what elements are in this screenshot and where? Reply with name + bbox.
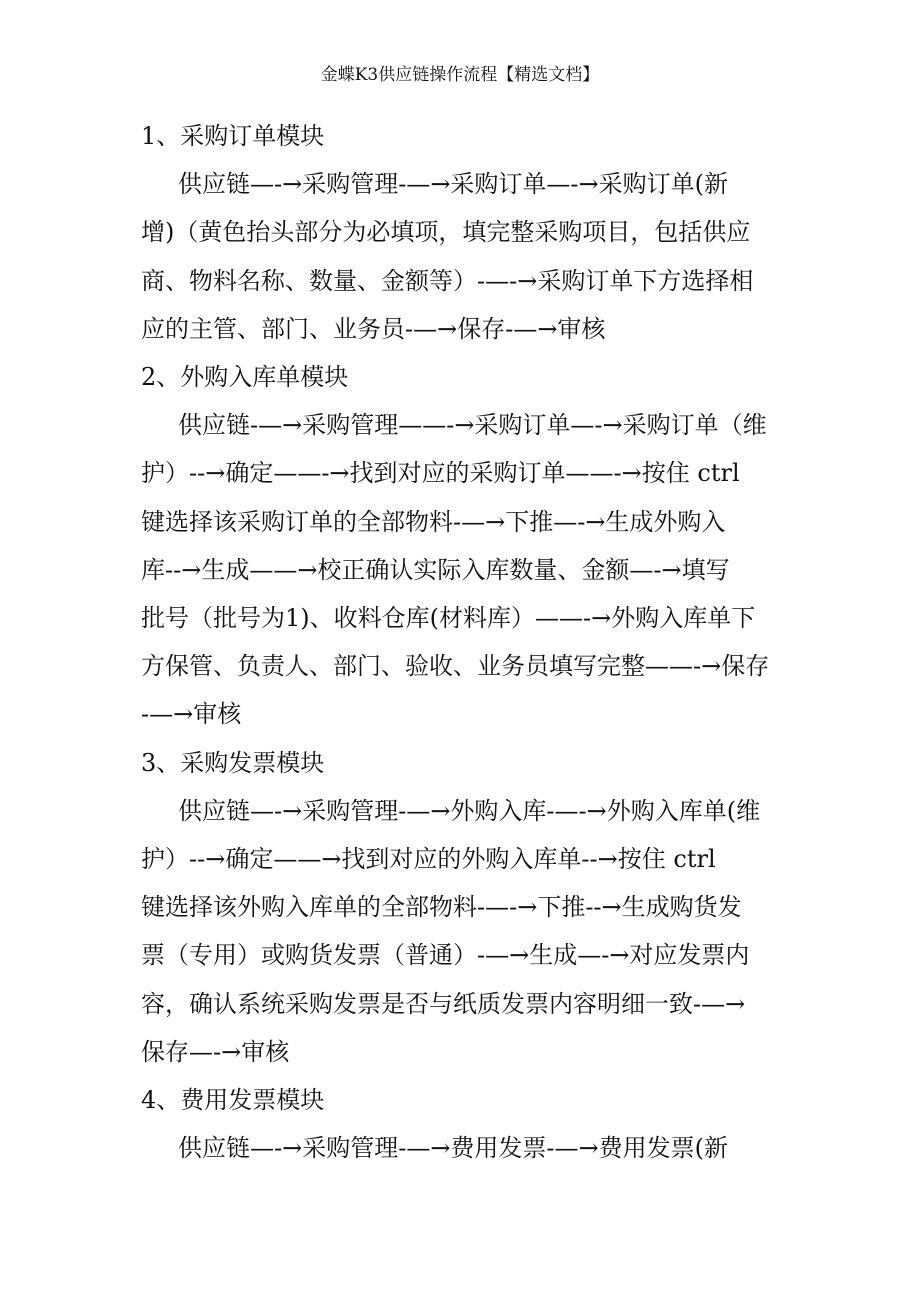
document-body <box>141 112 801 1172</box>
paragraph-line: 票（专用）或购货发票（普通）-—→生成—-→对应发票内 <box>141 941 750 970</box>
paragraph-line: 供应链-—→采购管理——-→采购订单—-→采购订单（维 <box>178 411 767 440</box>
paragraph-line: 键选择该外购入库单的全部物料-—-→下推--→生成购货发 <box>141 893 742 922</box>
section-purchase-receipt <box>141 353 801 739</box>
paragraph-line: 容，确认系统采购发票是否与纸质发票内容明细一致-—→ <box>141 989 746 1018</box>
paragraph-line: 保存—-→审核 <box>141 1037 290 1066</box>
section-purchase-invoice <box>141 739 801 1076</box>
paragraph-line: -—→审核 <box>141 700 242 729</box>
paragraph-line: 护）--→确定——-→找到对应的采购订单——-→按住 ctrl <box>141 459 740 488</box>
document-title: 金蝶K3供应链操作流程【精选文档】 <box>320 65 600 85</box>
paragraph-line: 批号（批号为1)、收料仓库(材料库）——-→外购入库单下 <box>141 604 756 633</box>
paragraph-line: 增)（黄色抬头部分为必填项，填完整采购项目，包括供应 <box>141 218 751 247</box>
paragraph-line: 护）--→确定——→找到对应的外购入库单--→按住 ctrl <box>141 845 716 874</box>
section-paragraph <box>141 160 801 353</box>
section-heading: 2、外购入库单模块 <box>141 363 349 392</box>
paragraph-line: 供应链—-→采购管理-—→外购入库-—-→外购入库单(维 <box>178 796 761 825</box>
section-purchase-order <box>141 112 801 353</box>
section-heading: 4、费用发票模块 <box>141 1086 325 1115</box>
paragraph-line: 应的主管、部门、业务员-—→保存-—→审核 <box>141 314 606 343</box>
document-header <box>0 64 920 86</box>
section-paragraph <box>141 1124 801 1172</box>
section-paragraph <box>141 787 801 1076</box>
section-expense-invoice <box>141 1076 801 1172</box>
section-heading: 3、采购发票模块 <box>141 748 325 777</box>
section-paragraph <box>141 401 801 738</box>
paragraph-line: 供应链—-→采购管理-—→费用发票-—→费用发票(新 <box>178 1134 729 1163</box>
paragraph-line: 供应链—-→采购管理-—→采购订单—-→采购订单(新 <box>178 170 729 199</box>
paragraph-line: 商、物料名称、数量、金额等）-—-→采购订单下方选择相 <box>141 266 754 295</box>
paragraph-line: 方保管、负责人、部门、验收、业务员填写完整——-→保存 <box>141 652 770 681</box>
section-heading: 1、采购订单模块 <box>141 122 325 150</box>
paragraph-line: 库--→生成——→校正确认实际入库数量、金额—-→填写 <box>141 555 730 584</box>
paragraph-line: 键选择该采购订单的全部物料-—→下推—-→生成外购入 <box>141 507 726 536</box>
